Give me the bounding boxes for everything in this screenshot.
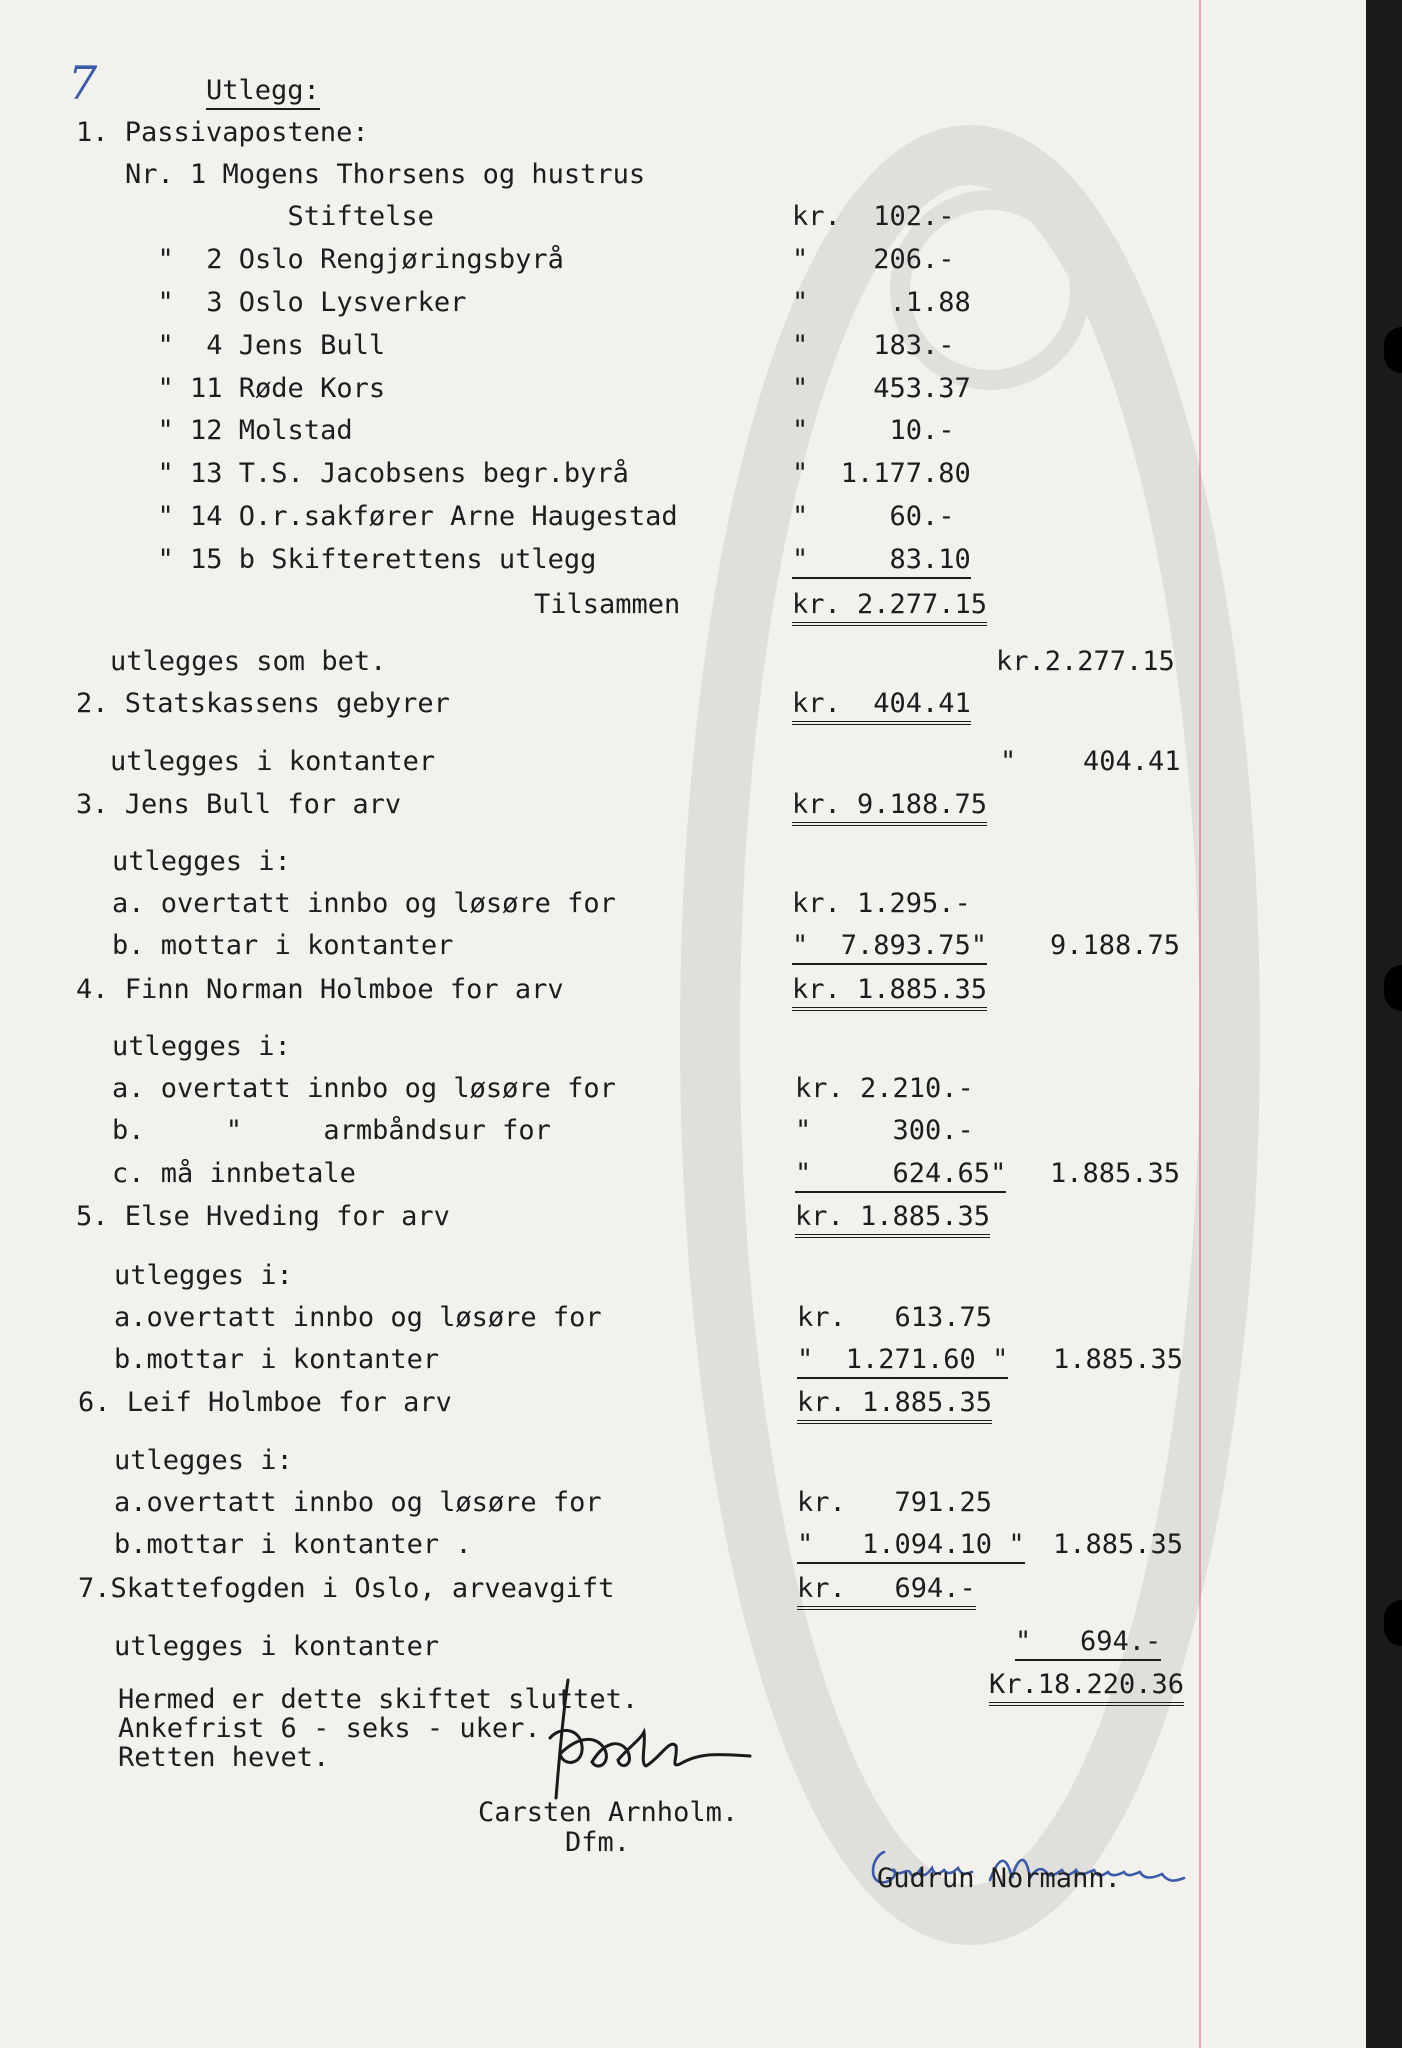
section6-sum: 1.885.35 [1053,1529,1184,1560]
section4-sum: 1.885.35 [1050,1158,1181,1189]
section1-item-amount: " 1.177.80 [792,458,971,489]
signer-right-name: Gudrun Normann. [877,1863,1121,1894]
section1-pay-label: utlegges som bet. [110,646,387,677]
section7-heading: 7.Skattefogden i Oslo, arveavgift [78,1573,615,1604]
section1-total-label: Tilsammen [534,589,681,620]
document-title: Utlegg: [206,74,320,110]
section2-pay-amount: 404.41 [1083,746,1181,777]
binder-hole [1384,965,1402,1011]
section6-amount: kr. 1.885.35 [797,1386,992,1424]
section1-item-amount: " 183.- [792,330,955,361]
section4-a-amount: kr. 2.210.- [795,1073,974,1104]
section4-c-amount: " 624.65" [795,1157,1006,1193]
signer-left-title: Dfm. [565,1827,631,1858]
section3-b-label: b. mottar i kontanter [112,930,454,961]
section3-a-amount: kr. 1.295.- [792,888,971,919]
section1-item-amount: " 453.37 [792,373,971,404]
section4-b-amount: " 300.- [795,1115,974,1146]
section2-heading: 2. Statskassens gebyrer [76,688,450,719]
section1-pay-amount: kr.2.277.15 [996,646,1175,677]
section1-item-label: " 13 T.S. Jacobsens begr.byrå [125,458,629,489]
section6-a-label: a.overtatt innbo og løsøre for [114,1487,602,1518]
section1-item-label: " 11 Røde Kors [125,373,386,404]
section4-c-label: c. må innbetale [112,1158,356,1189]
section4-heading: 4. Finn Norman Holmboe for arv [76,974,564,1005]
section3-sum: 9.188.75 [1050,930,1181,961]
section6-heading: 6. Leif Holmboe for arv [78,1387,452,1418]
section7-pay-amount: " 694.- [1015,1625,1161,1661]
handwritten-signature-left [520,1668,760,1808]
closing-line: Ankefrist 6 - seks - uker. [118,1713,541,1744]
section4-b-label: b. " armbåndsur for [112,1115,551,1146]
section7-amount: kr. 694.- [797,1572,976,1610]
section6-a-amount: kr. 791.25 [797,1487,993,1518]
section1-item-label: " 3 Oslo Lysverker [125,287,467,318]
section1-item-label: Stiftelse [125,201,434,232]
section1-item-label: " 2 Oslo Rengjøringsbyrå [125,244,564,275]
section3-amount: kr. 9.188.75 [792,788,987,826]
binder-hole [1384,1600,1402,1646]
section1-item-label: " 4 Jens Bull [125,330,386,361]
section5-sum: 1.885.35 [1053,1344,1184,1375]
section1-item-amount: " 206.- [792,244,955,275]
section1-item-amount: " 10.- [792,415,955,446]
section1-item-label: " 14 O.r.sakfører Arne Haugestad [125,501,678,532]
section2-amount: kr. 404.41 [792,687,971,725]
section1-item-label: " 12 Molstad [125,415,353,446]
section6-b-amount: " 1.094.10 " [797,1528,1025,1564]
section5-sub: utlegges i: [114,1260,293,1291]
closing-line: Retten hevet. [118,1742,330,1773]
section6-b-label: b.mottar i kontanter . [114,1529,472,1560]
section5-a-label: a.overtatt innbo og løsøre for [114,1302,602,1333]
section3-sub: utlegges i: [112,846,291,877]
binder-hole [1384,327,1402,373]
section7-pay-label: utlegges i kontanter [114,1631,440,1662]
section2-pay-quote: " [1000,746,1017,777]
section1-item-amount: kr. 102.- [792,201,955,232]
section6-sub: utlegges i: [114,1445,293,1476]
section4-a-label: a. overtatt innbo og løsøre for [112,1073,616,1104]
signer-left-name: Carsten Arnholm. [478,1797,739,1828]
section1-total-amount: kr. 2.277.15 [792,588,987,626]
page-number: 7 [68,56,98,110]
section1-item-amount: " 60.- [792,501,955,532]
section5-heading: 5. Else Hveding for arv [76,1201,450,1232]
section1-item-label: " 15 b Skifterettens utlegg [125,544,597,575]
section5-b-amount: " 1.271.60 " [797,1343,1008,1379]
section1-heading: 1. Passivapostene: [76,117,369,148]
section1-item-label: Nr. 1 Mogens Thorsens og hustrus [125,159,646,190]
margin-line [1199,0,1201,2048]
section4-sub: utlegges i: [112,1031,291,1062]
section2-pay-label: utlegges i kontanter [110,746,436,777]
closing-line: Hermed er dette skiftet sluttet. [118,1684,639,1715]
section1-item-amount: " .1.88 [792,287,971,318]
section3-heading: 3. Jens Bull for arv [76,789,402,820]
section4-amount: kr. 1.885.35 [792,973,987,1011]
section5-b-label: b.mottar i kontanter [114,1344,440,1375]
section5-amount: kr. 1.885.35 [795,1200,990,1238]
section1-item-amount: " 83.10 [792,543,971,579]
section3-a-label: a. overtatt innbo og løsøre for [112,888,616,919]
grand-total: Kr.18.220.36 [989,1668,1184,1706]
section3-b-amount: " 7.893.75" [792,929,987,965]
section5-a-amount: kr. 613.75 [797,1302,993,1333]
